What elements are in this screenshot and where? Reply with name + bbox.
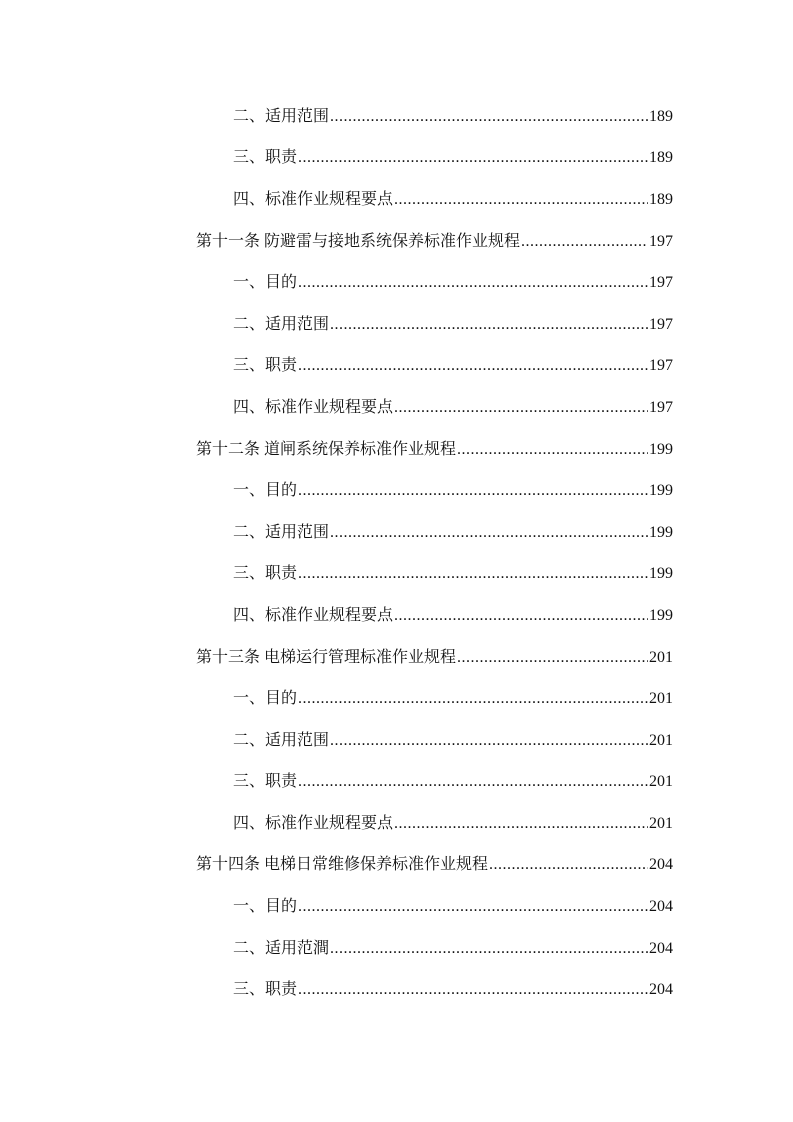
- dot-leader: [330, 939, 648, 959]
- toc-entry-page-number: 201: [649, 814, 673, 832]
- toc-entry-title: 二、适用范澗: [233, 939, 330, 957]
- toc-section-entry[interactable]: [0, 470, 793, 512]
- toc-section-entry[interactable]: [0, 678, 793, 720]
- toc-entry-page-number: 199: [649, 606, 673, 624]
- toc-entry-page-number: 189: [649, 190, 673, 208]
- dot-leader: [298, 481, 648, 501]
- toc-entry-page-number: 204: [649, 981, 673, 999]
- toc-entry-page-number: 199: [649, 440, 673, 458]
- toc-entry-title: 四、标准作业规程要点: [233, 398, 394, 416]
- toc-section-entry[interactable]: [0, 304, 793, 346]
- toc-entry-title: 三、职责: [233, 149, 298, 167]
- toc-entry-page-number: 197: [649, 274, 673, 292]
- dot-leader: [298, 689, 648, 709]
- toc-entry-page-number: 197: [649, 398, 673, 416]
- toc-section-entry[interactable]: [0, 595, 793, 637]
- toc-entry-page-number: 204: [649, 939, 673, 957]
- toc-entry-page-number: 201: [649, 731, 673, 749]
- toc-entry-title: 一、目的: [233, 482, 298, 500]
- toc-section-entry[interactable]: [0, 262, 793, 304]
- toc-entry-title: 第十一条 防避雷与接地系统保养标准作业规程: [196, 232, 521, 250]
- toc-entry-page-number: 197: [649, 315, 673, 333]
- toc-chapter-entry[interactable]: [0, 221, 793, 263]
- table-of-contents: [0, 96, 793, 1011]
- toc-entry-page-number: 199: [649, 523, 673, 541]
- dot-leader: [457, 440, 648, 460]
- toc-entry-page-number: 197: [649, 357, 673, 375]
- dot-leader: [489, 855, 648, 875]
- dot-leader: [298, 273, 648, 293]
- toc-entry-title: 四、标准作业规程要点: [233, 814, 394, 832]
- dot-leader: [298, 980, 648, 1000]
- toc-entry-page-number: 197: [649, 232, 673, 250]
- toc-section-entry[interactable]: [0, 387, 793, 429]
- toc-section-entry[interactable]: [0, 928, 793, 970]
- toc-entry-title: 二、适用范围: [233, 315, 330, 333]
- toc-section-entry[interactable]: [0, 138, 793, 180]
- toc-section-entry[interactable]: [0, 179, 793, 221]
- toc-section-entry[interactable]: [0, 886, 793, 928]
- toc-chapter-entry[interactable]: [0, 429, 793, 471]
- dot-leader: [394, 398, 648, 418]
- dot-leader: [298, 897, 648, 917]
- dot-leader: [394, 190, 648, 210]
- toc-section-entry[interactable]: [0, 346, 793, 388]
- toc-section-entry[interactable]: [0, 803, 793, 845]
- dot-leader: [330, 731, 648, 751]
- toc-entry-page-number: 189: [649, 107, 673, 125]
- dot-leader: [298, 356, 648, 376]
- toc-section-entry[interactable]: [0, 96, 793, 138]
- dot-leader: [298, 148, 648, 168]
- toc-entry-page-number: 189: [649, 149, 673, 167]
- toc-entry-title: 四、标准作业规程要点: [233, 190, 394, 208]
- toc-entry-title: 第十三条 电梯运行管理标准作业规程: [196, 648, 457, 666]
- toc-entry-page-number: 204: [649, 898, 673, 916]
- toc-section-entry[interactable]: [0, 554, 793, 596]
- toc-entry-page-number: 201: [649, 690, 673, 708]
- toc-entry-title: 一、目的: [233, 898, 298, 916]
- toc-section-entry[interactable]: [0, 969, 793, 1011]
- toc-chapter-entry[interactable]: [0, 637, 793, 679]
- toc-entry-title: 第十四条 电梯日常维修保养标准作业规程: [196, 856, 489, 874]
- toc-entry-title: 三、职责: [233, 565, 298, 583]
- dot-leader: [457, 648, 648, 668]
- toc-entry-title: 一、目的: [233, 690, 298, 708]
- toc-section-entry[interactable]: [0, 720, 793, 762]
- toc-entry-page-number: 201: [649, 648, 673, 666]
- toc-chapter-entry[interactable]: [0, 845, 793, 887]
- toc-entry-page-number: 204: [649, 856, 673, 874]
- toc-entry-title: 三、职责: [233, 981, 298, 999]
- toc-entry-page-number: 199: [649, 482, 673, 500]
- toc-entry-title: 第十二条 道闸系统保养标准作业规程: [196, 440, 457, 458]
- dot-leader: [394, 606, 648, 626]
- dot-leader: [330, 107, 648, 127]
- toc-section-entry[interactable]: [0, 512, 793, 554]
- dot-leader: [521, 232, 648, 252]
- toc-entry-title: 四、标准作业规程要点: [233, 606, 394, 624]
- dot-leader: [298, 772, 648, 792]
- toc-entry-title: 二、适用范围: [233, 731, 330, 749]
- toc-entry-page-number: 199: [649, 565, 673, 583]
- dot-leader: [394, 814, 648, 834]
- toc-entry-title: 三、职责: [233, 357, 298, 375]
- toc-entry-title: 一、目的: [233, 274, 298, 292]
- toc-entry-title: 二、适用范围: [233, 523, 330, 541]
- dot-leader: [330, 523, 648, 543]
- toc-entry-title: 三、职责: [233, 773, 298, 791]
- dot-leader: [298, 564, 648, 584]
- toc-entry-title: 二、适用范围: [233, 107, 330, 125]
- dot-leader: [330, 315, 648, 335]
- toc-section-entry[interactable]: [0, 762, 793, 804]
- toc-entry-page-number: 201: [649, 773, 673, 791]
